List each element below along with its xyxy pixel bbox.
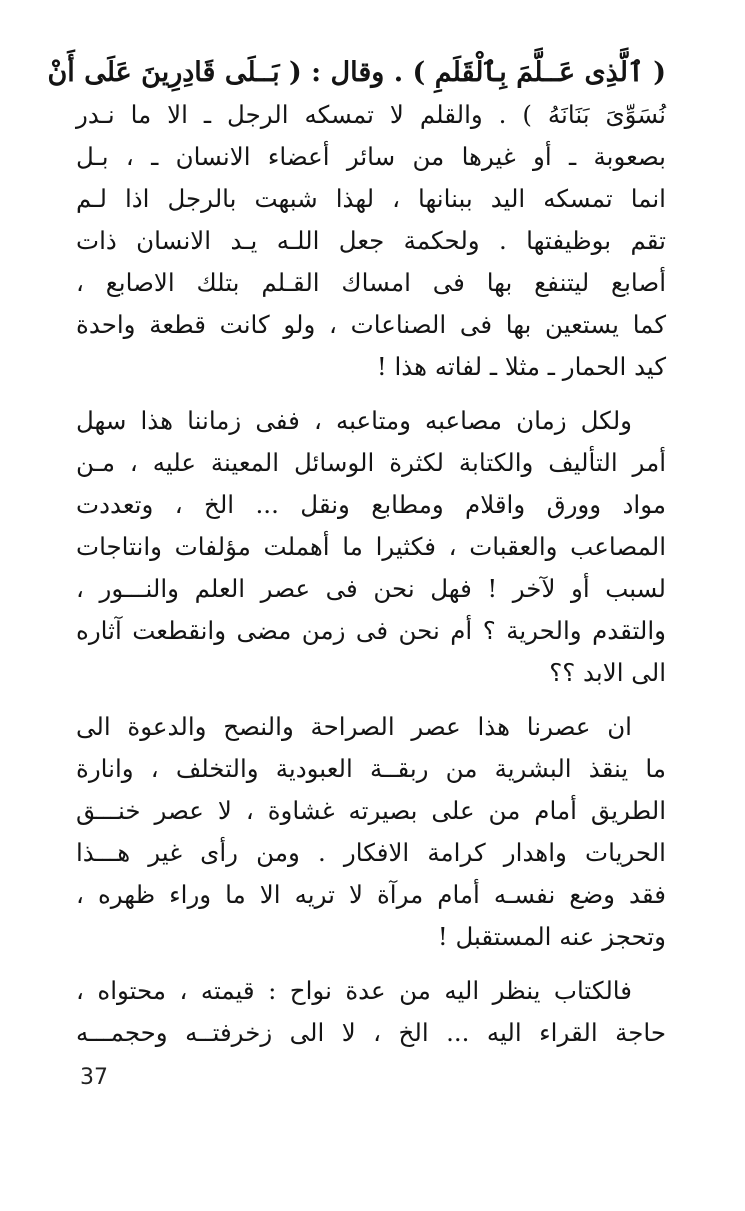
text-line: ولكل زمان مصاعبه ومتاعبه ، ففى زماننا هذا سهل (76, 406, 632, 435)
paragraph-1 (47, 52, 666, 388)
paragraph-2 (76, 400, 666, 694)
text-line: بصعوبة ـ أو غيرها من سائر أعضاء الانسان ـ ، بـل (76, 142, 666, 171)
text-line: ما ينقذ البشرية من ربقــة العبودية والتخلف ، وانارة (76, 754, 666, 783)
text-line: والتقدم والحرية ؟ أم نحن فى زمن مضى وانقطعت آثاره (76, 616, 666, 645)
text-line: مواد وورق واقلام ومطابع ونقل ... الخ ، وتعددت (76, 490, 666, 519)
paragraph-3 (76, 706, 666, 958)
text-line: وتحجز عنه المستقبل ! (437, 922, 666, 951)
text-line: فقد وضع نفسـه أمام مرآة لا تريه الا ما وراء ظهره ، (76, 880, 666, 909)
text-line: الى الابد ؟؟ (549, 658, 666, 687)
text-line: أمر التأليف والكتابة لكثرة الوسائل المعينة عليه ، مـن (76, 448, 666, 477)
text-line: انما تمسكه اليد ببنانها ، لهذا شبهت بالرجل اذا لـم (76, 184, 666, 213)
text-line: فالكتاب ينظر اليه من عدة نواح : قيمته ، محتواه ، (76, 976, 632, 1005)
text-line: كما يستعين بها فى الصناعات ، ولو كانت قطعة واحدة (76, 310, 666, 339)
page-body (47, 52, 666, 1066)
page-number: 37 (80, 1065, 108, 1090)
text-line: الطريق أمام من على بصيرته غشاوة ، لا عصر خنـــق (76, 796, 666, 825)
text-line: الحريات واهدار كرامة الافكار . ومن رأى غير هـــذا (76, 838, 666, 867)
text-line: المصاعب والعقبات ، فكثيرا ما أهملت مؤلفات وانتاجات (76, 532, 666, 561)
text-line: تقم بوظيفتها . ولحكمة جعل اللـه يـد الانسان ذات (76, 226, 666, 255)
quran-verse-line: ( ٱلَّذِى عَــلَّمَ بِٱلْقَلَمِ ) . وقال : ( بَــلَى قَادِرِينَ عَلَى أَنْ (47, 57, 666, 88)
text-line: ان عصرنا هذا عصر الصراحة والنصح والدعوة الى (76, 712, 632, 741)
text-line: لسبب أو لآخر ! فهل نحن فى عصر العلم والنـــور ، (76, 574, 666, 603)
text-line: أصابع ليتنفع بها فى امساك القـلم بتلك الاصابع ، (76, 268, 666, 297)
text-line: حاجة القراء اليه ... الخ ، لا الى زخرفتــه وحجمـــه (76, 1018, 666, 1047)
paragraph-4 (76, 970, 666, 1054)
text-line: نُسَوِّىَ بَنَانَهُ ) . والقلم لا تمسكه الرجل ـ الا ما نـدر (76, 100, 666, 129)
text-line: كيد الحمار ـ مثلا ـ لفاته هذا ! (376, 352, 666, 381)
